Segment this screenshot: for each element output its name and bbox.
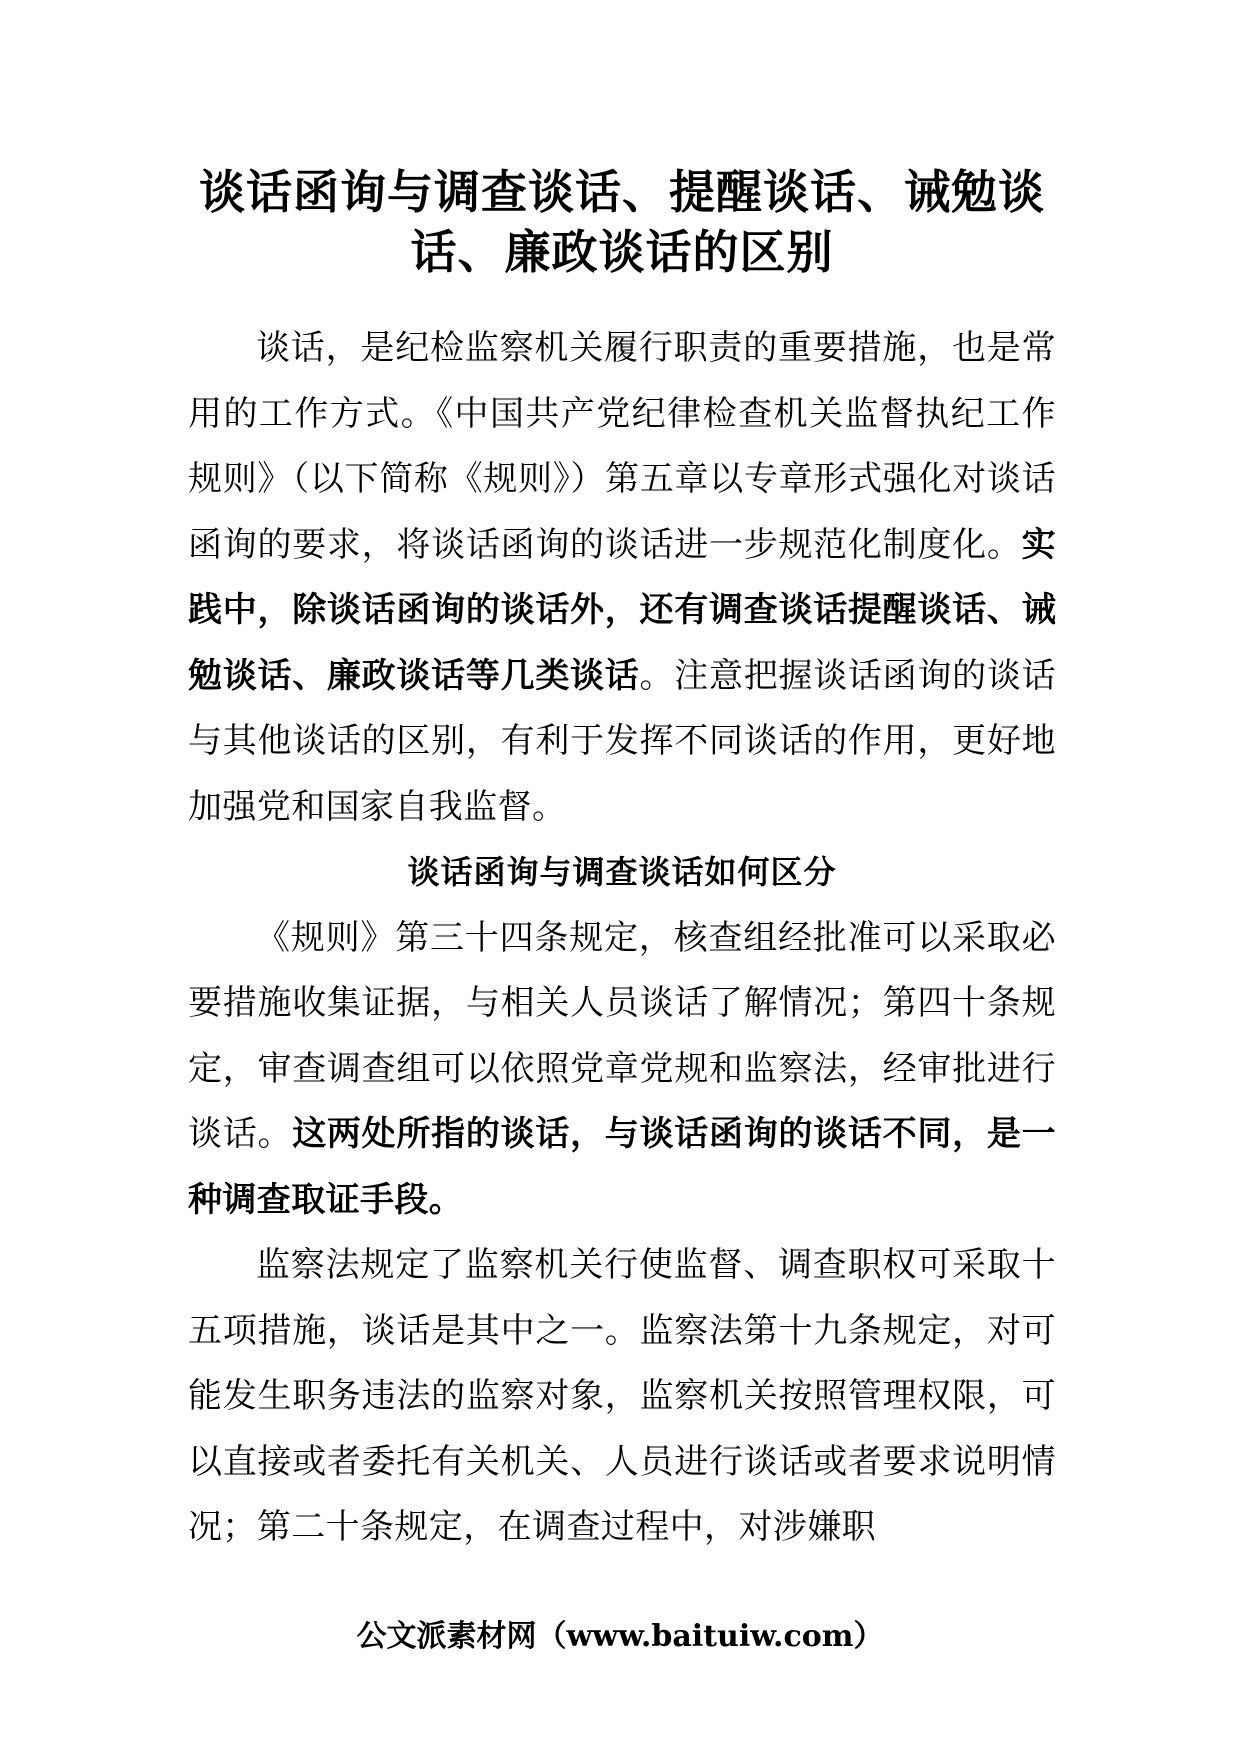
paragraph-intro-text-1: 谈话，是纪检监察机关履行职责的重要措施，也是常用的工作方式。《中国共产党纪律检查机关监督执纪工作规则》（以下简称《规则》）第五章以专章形式强化对谈话函询的要求，将谈话函询的谈话进一步规范化制度化。 [188,328,1056,565]
paragraph-rules [188,906,1056,1234]
paragraph-rules-emphasis: 这两处所指的谈话，与谈话函询的谈话不同，是一种调查取证手段。 [188,1114,1056,1220]
title-line-2: 话、廉政谈话的区别 [410,225,834,279]
document-page [188,162,1056,1561]
paragraph-rules-text: 《规则》第三十四条规定，核查组经批准可以采取必要措施收集证据，与相关人员谈话了解情况；第四十条规定，审查调查组可以依照党章党规和监察法，经审批进行谈话。 [188,917,1056,1154]
paragraph-intro-emphasis: 实践中，除谈话函询的谈话外，还有调查谈话提醒谈话、诫勉谈话、廉政谈话等几类谈话 [188,524,1056,696]
title-line-1: 谈话函询与调查谈话、提醒谈话、诫勉谈 [199,165,1045,219]
paragraph-intro [188,316,1056,840]
document-body [188,316,1056,1561]
footer-source: 公文派素材网（www.baituiw.com） [356,1619,884,1654]
document-title [188,162,1056,282]
paragraph-intro-text-2: 。注意把握谈话函询的谈话与其他谈话的区别，有利于发挥不同谈话的作用，更好地加强党和国家自我监督。 [188,655,1056,827]
section-heading: 谈话函询与调查谈话如何区分 [407,853,837,891]
paragraph-supervision-law: 监察法规定了监察机关行使监督、调查职权可采取十五项措施，谈话是其中之一。监察法第十九条规定，对可能发生职务违法的监察对象，监察机关按照管理权限，可以直接或者委托有关机关、人员进行谈话或者要求说明情况；第二十条规定，在调查过程中，对涉嫌职 [188,1245,1056,1547]
